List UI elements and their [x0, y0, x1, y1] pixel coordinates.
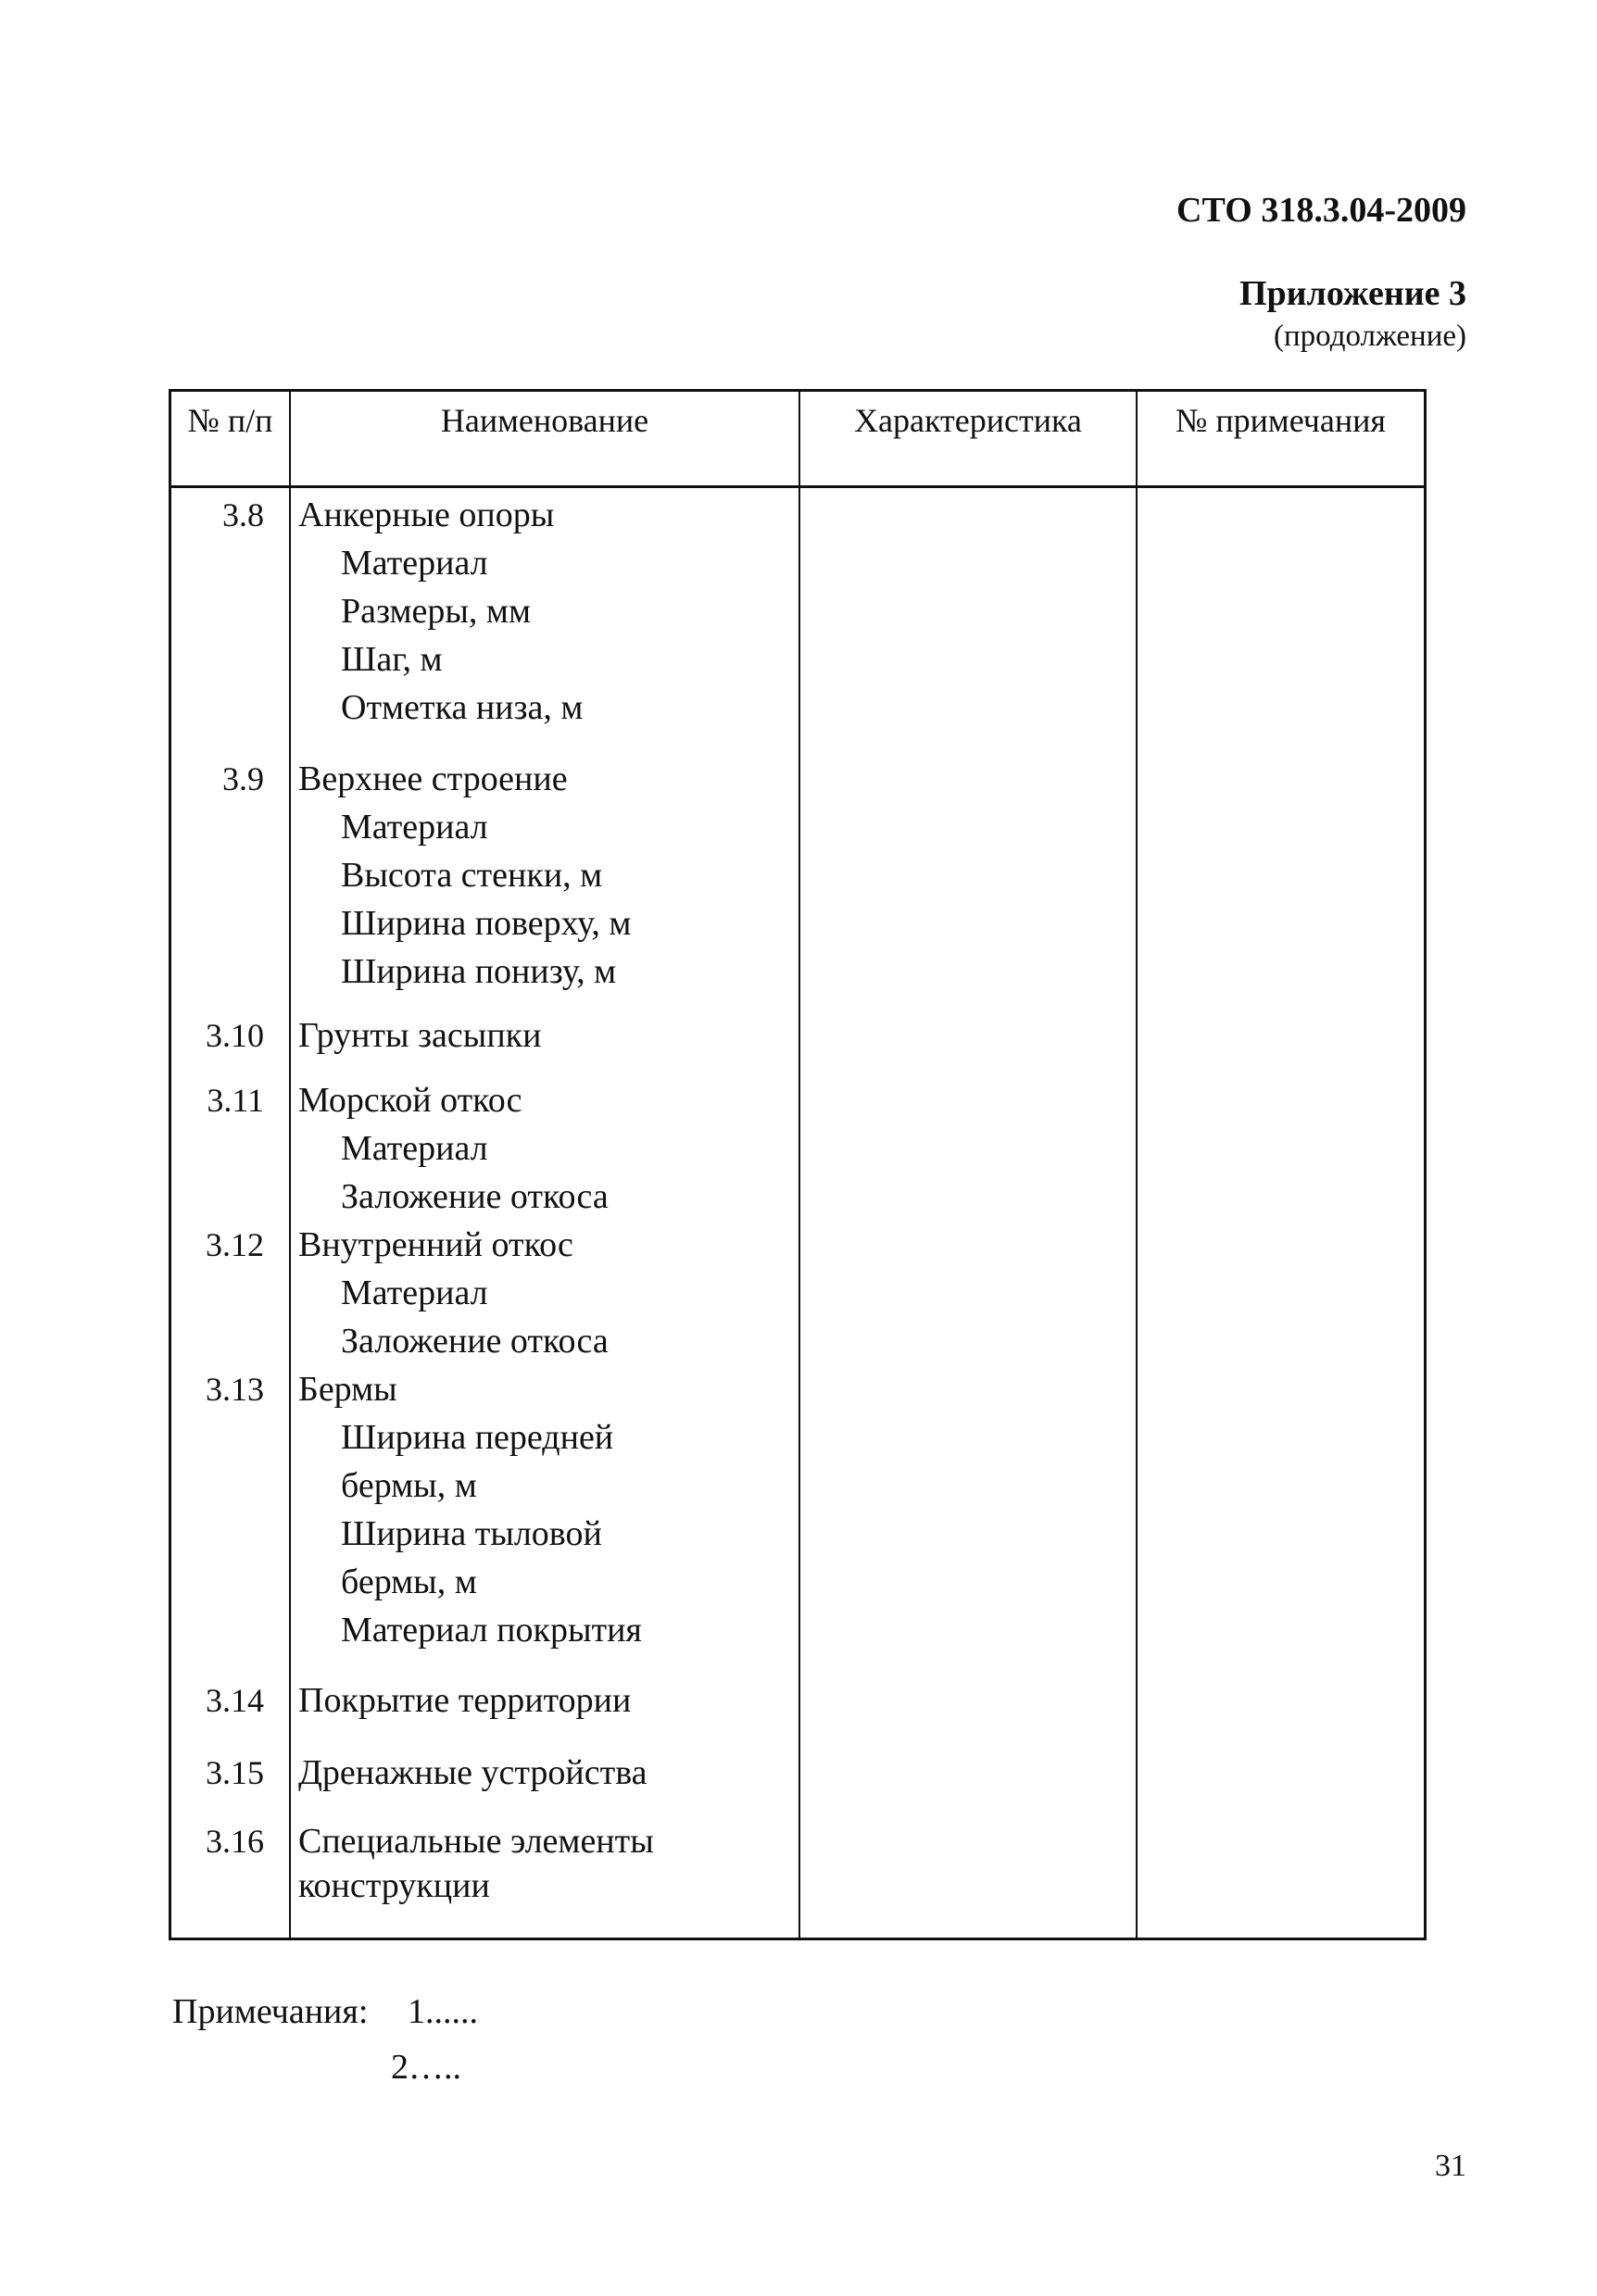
appendix-subtitle: (продолжение) [1274, 320, 1466, 353]
row-subitem: Заложение откоса [341, 1322, 609, 1361]
row-number: 3.8 [222, 496, 264, 533]
row-title: Грунты засыпки [298, 1016, 542, 1055]
column-divider [798, 389, 800, 1940]
column-divider [1136, 389, 1138, 1940]
notes-label: Примечания: [172, 1992, 369, 2031]
row-subitem: конструкции [298, 1866, 490, 1905]
row-title: Верхнее строение [298, 759, 568, 798]
row-title: Анкерные опоры [298, 496, 555, 534]
row-subitem: Высота стенки, м [341, 856, 603, 895]
row-subitem: Материал [341, 1129, 488, 1168]
row-number: 3.16 [206, 1823, 264, 1860]
row-subitem: Ширина поверху, м [341, 904, 632, 943]
row-title: Морской откос [298, 1081, 522, 1120]
column-header-number: № п/п [187, 402, 273, 439]
row-title: Дренажные устройства [298, 1753, 648, 1792]
row-subitem: Шаг, м [341, 640, 443, 679]
row-number: 3.11 [207, 1082, 264, 1119]
column-header-note-number: № примечания [1176, 402, 1386, 439]
row-number: 3.9 [222, 760, 264, 797]
row-title: Специальные элементы [298, 1822, 654, 1861]
row-subitem: Заложение откоса [341, 1177, 609, 1216]
row-number: 3.13 [206, 1371, 264, 1408]
row-subitem: Размеры, мм [341, 592, 532, 631]
row-subitem: бермы, м [341, 1466, 477, 1505]
row-subitem: Ширина тыловой [341, 1514, 602, 1553]
page-number: 31 [1435, 2149, 1466, 2183]
row-title: Покрытие территории [298, 1681, 632, 1720]
row-subitem: Материал покрытия [341, 1611, 642, 1650]
header-divider [169, 485, 1427, 488]
row-title: Внутренний откос [298, 1225, 573, 1264]
column-header-characteristic: Характеристика [854, 402, 1082, 439]
note-item: 2….. [391, 2048, 461, 2087]
row-number: 3.12 [206, 1226, 264, 1263]
column-header-name: Наименование [440, 402, 649, 439]
row-subitem: Материал [341, 544, 488, 583]
document-code: СТО 318.3.04-2009 [1176, 191, 1466, 230]
row-number: 3.15 [206, 1754, 264, 1791]
row-title: Бермы [298, 1370, 397, 1409]
column-divider [289, 389, 291, 1940]
row-number: 3.10 [206, 1017, 264, 1054]
appendix-title: Приложение 3 [1239, 274, 1466, 313]
row-subitem: Материал [341, 808, 488, 847]
row-subitem: Ширина передней [341, 1418, 614, 1457]
row-subitem: бермы, м [341, 1562, 477, 1601]
row-subitem: Ширина понизу, м [341, 952, 617, 991]
row-number: 3.14 [206, 1682, 264, 1719]
row-subitem: Материал [341, 1273, 488, 1312]
note-item: 1...... [408, 1992, 478, 2031]
row-subitem: Отметка низа, м [341, 688, 584, 727]
